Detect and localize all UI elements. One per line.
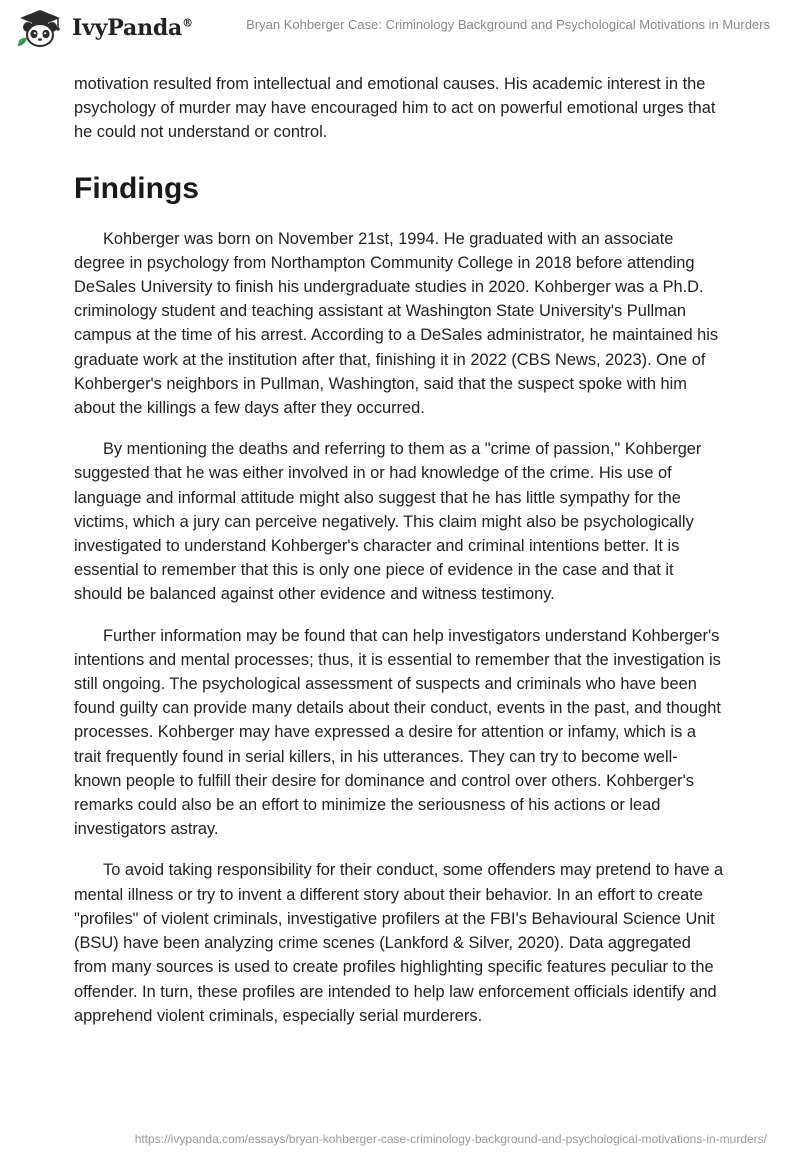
essay-content [74, 72, 724, 1045]
paragraph: Kohberger was born on November 21st, 1994. He graduated with an associate degree in psychology from Northampton Community College in 2018 before attending DeSales University to finish his undergraduate studies in 2020. Kohberger was a Ph.D. criminology student and teaching assistant at Washington State University's Pullman campus at the time of his arrest. According to a DeSales administrator, he maintained his graduate work at the institution after that, finishing it in 2022 (CBS News, 2023). One of Kohberger's neighbors in Pullman, Washington, said that the suspect spoke with him about the killings a few days after they occurred. [74, 229, 719, 418]
logo-text: IvyPanda® [72, 15, 193, 41]
page-header [0, 0, 800, 60]
paragraph: Further information may be found that can help investigators understand Kohberger's intentions and mental processes; thus, it is essential to remember that the investigation is still ongoing. The psychological assessment of suspects and criminals who have been found guilty can provide many details about their conduct, events in the past, and thought processes. Kohberger may have expressed a desire for attention or infamy, which is a trait frequently found in serial killers, in his utterances. They can try to become well-known people to fulfill their desire for dominance and control over others. Kohberger's remarks could also be an effort to minimize the seriousness of his actions or lead investigators astray. [74, 626, 721, 839]
registered-mark: ® [182, 16, 193, 30]
panda-graduate-icon [14, 8, 66, 48]
ivypanda-logo[interactable] [14, 8, 193, 48]
intro-paragraph: motivation resulted from intellectual and emotional causes. His academic interest in the psychology of murder may have encouraged him to act on powerful emotional urges that he could not understand or control. [74, 75, 716, 142]
paragraph: By mentioning the deaths and referring to them as a "crime of passion," Kohberger suggested that he was either involved in or had knowledge of the crime. His use of language and informal attitude might also suggest that he has little sympathy for the victims, which a jury can perceive negatively. This claim might also be psychologically investigated to understand Kohberger's character and criminal intentions better. It is essential to remember that this is only one piece of evidence in the case and that it should be balanced against other evidence and witness testimony. [74, 440, 702, 604]
paragraph: To avoid taking responsibility for their conduct, some offenders may pretend to have a mental illness or try to invent a different story about their behavior. In an effort to create "profiles" of violent criminals, investigative profilers at the FBI's Behavioural Science Unit (BSU) have been analyzing crime scenes (Lankford & Silver, 2020). Data aggregated from many sources is used to create profiles highlighting specific features peculiar to the offender. In turn, these profiles are intended to help law enforcement officials identify and apprehend violent criminals, especially serial murderers. [74, 861, 724, 1025]
footer-source-url[interactable]: https://ivypanda.com/essays/bryan-kohberger-case-criminology-background-and-psychological-motivations-in-murders/ [134, 1132, 767, 1146]
section-heading-findings: Findings [74, 171, 199, 205]
document-title: Bryan Kohberger Case: Criminology Background and Psychological Motivations in Murders [246, 17, 770, 32]
